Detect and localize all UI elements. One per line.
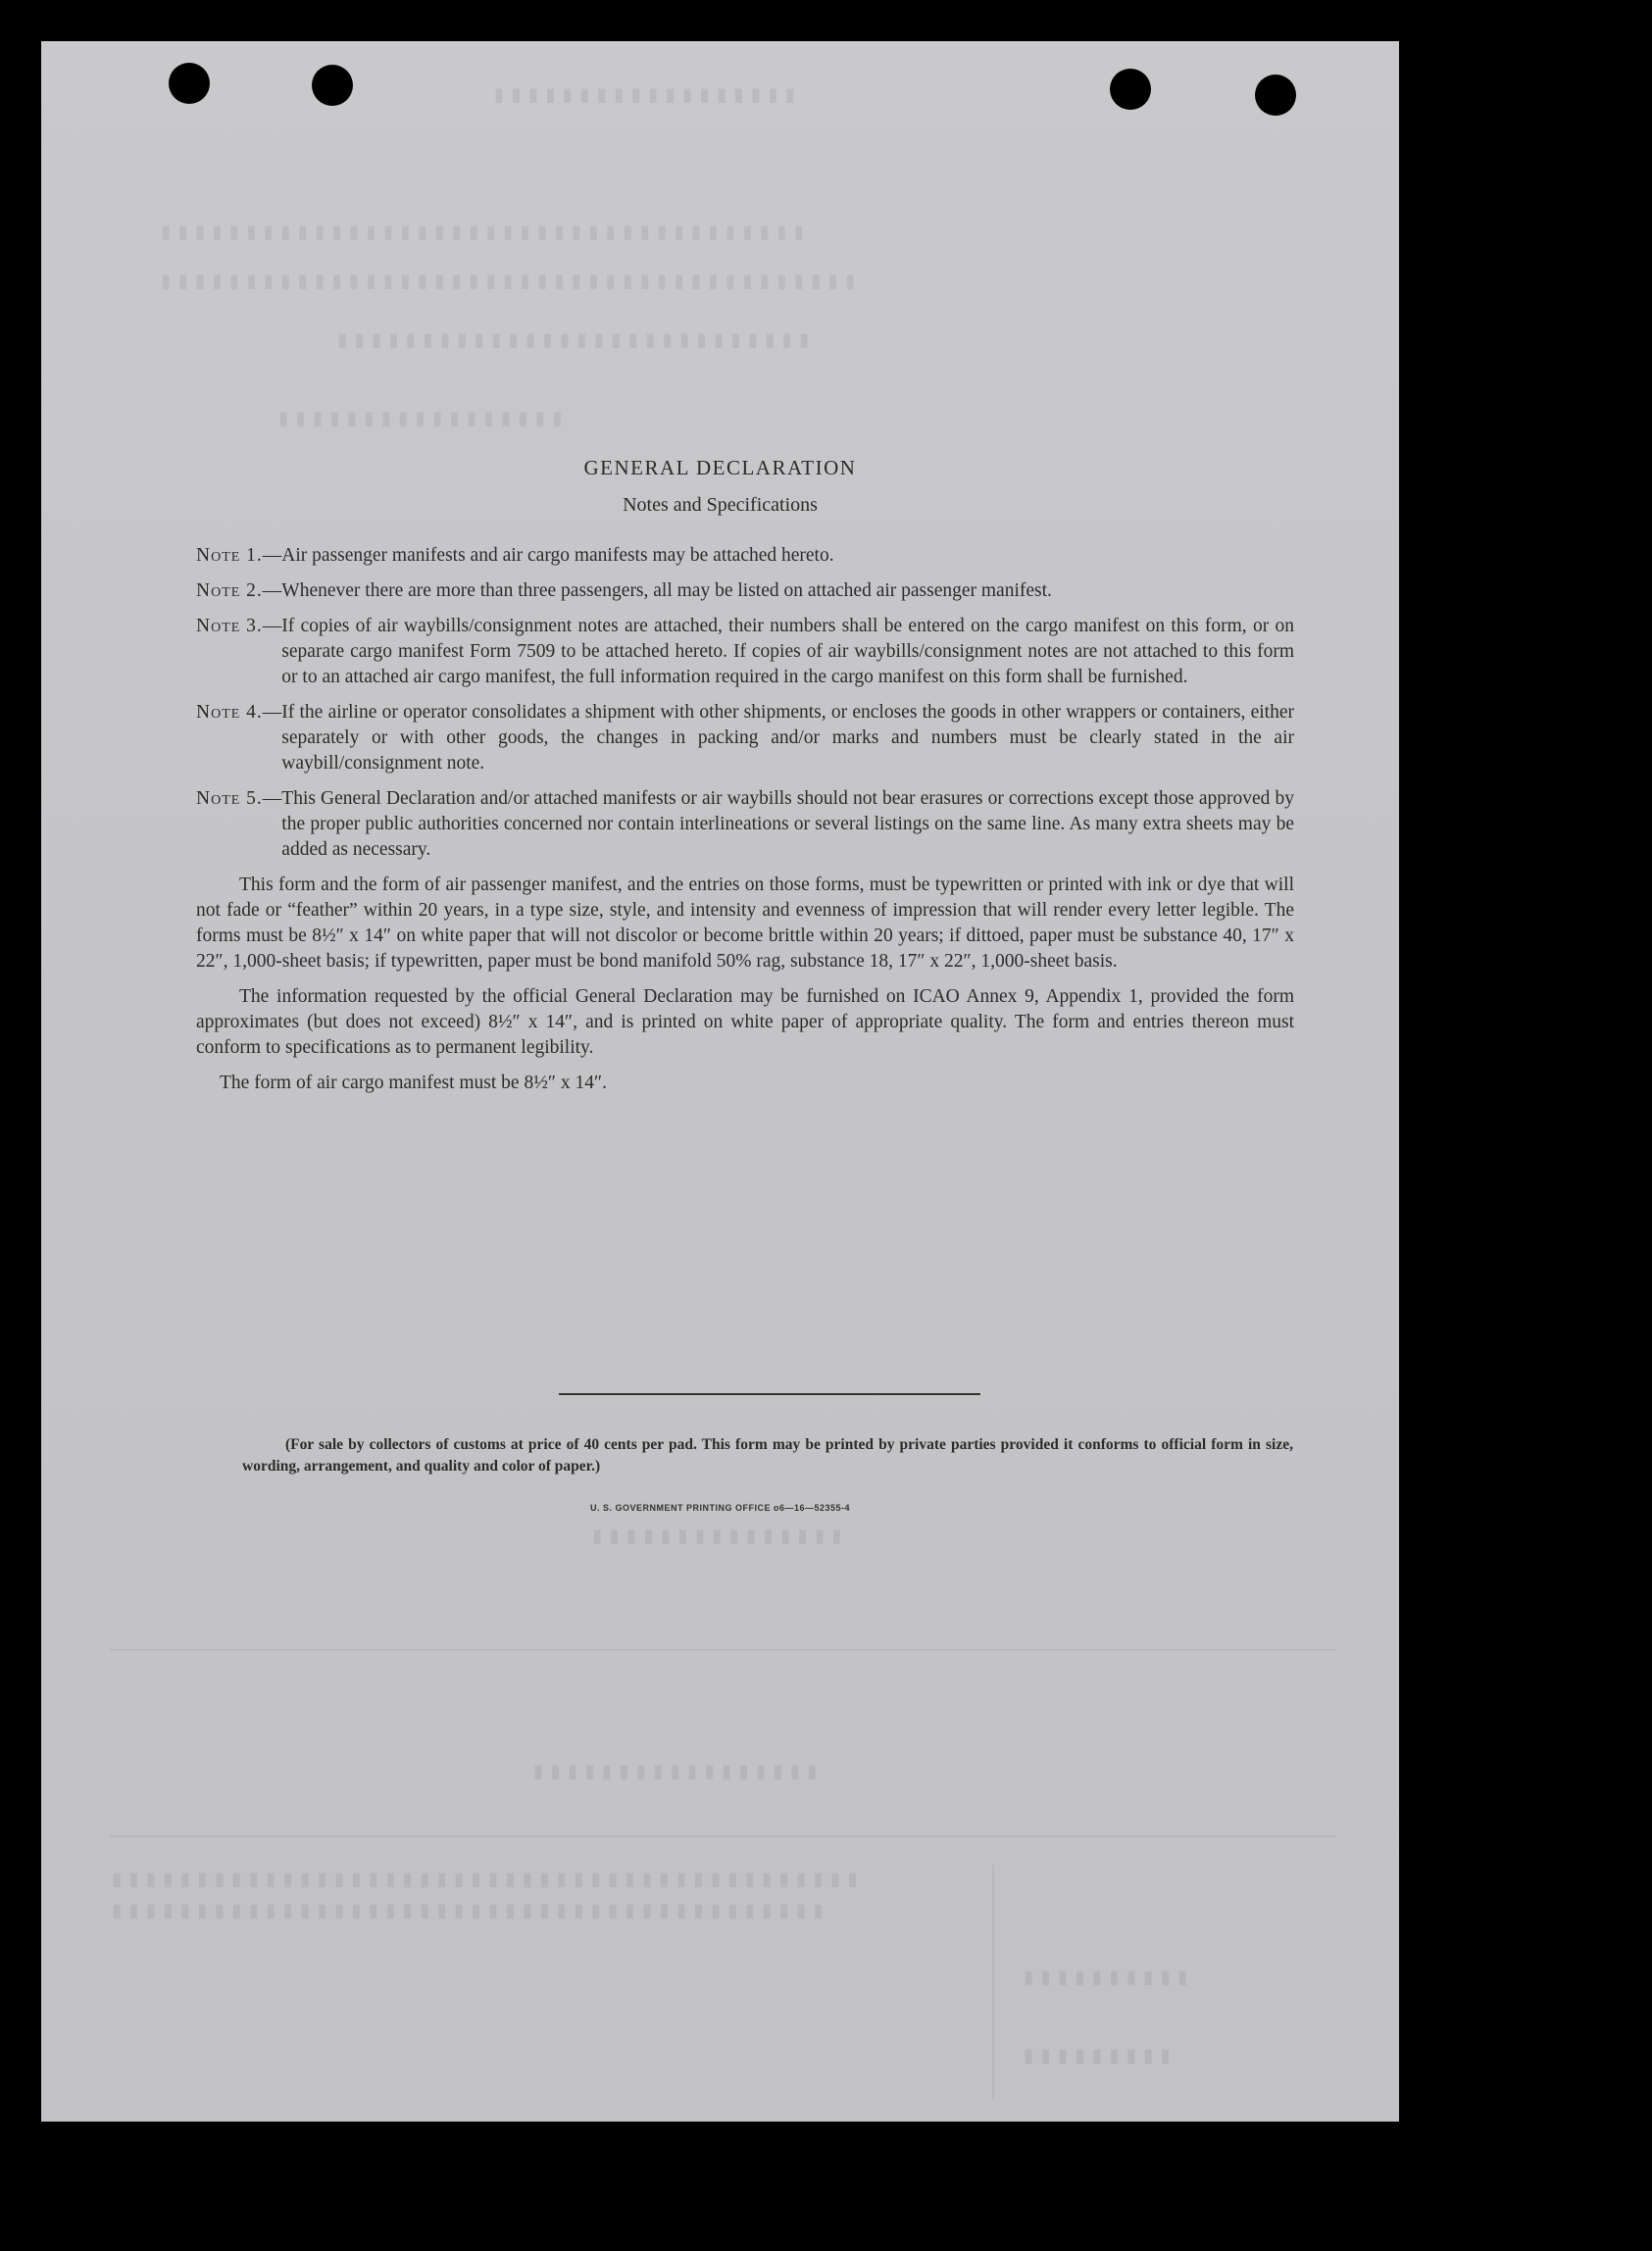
note-4: Note 4.— If the airline or operator consolidates a shipment with other shipments, or encloses the goods in other wrappers or containers, either separately or with other goods, the changes in packing and/or marks and numbers must be clearly stated in the air waybill/consignment note. [196,700,1294,776]
bleed-through-texture: ▮▮▮▮▮▮▮▮▮▮▮▮▮▮▮▮▮▮▮▮▮▮▮▮▮▮▮▮▮▮▮▮▮▮▮▮▮▮▮▮▮▮▮▮ [110,1868,863,1894]
note-3: Note 3.— If copies of air waybills/consignment notes are attached, their numbers shall be entered on the cargo manifest on this form, or on separate cargo manifest Form 7509 to be attached hereto. If copies of air waybills/consignment notes are not attached to this form or to an attached air cargo manifest, the full information required in the cargo manifest on this form shall be furnished. [196,614,1294,690]
divider-rule [559,1393,980,1395]
specification-paragraph: The form of air cargo manifest must be 8½″ x 14″. [220,1073,607,1093]
punch-hole [312,65,353,106]
bleed-through-texture: ▮▮▮▮▮▮▮▮▮▮▮▮▮▮▮▮▮▮ [492,83,801,110]
bleed-through-texture: ▮▮▮▮▮▮▮▮▮▮▮▮▮▮▮ [590,1525,847,1551]
bleed-through-rule [992,1865,994,2100]
bleed-through-rule [110,1649,1335,1651]
note-2: Note 2.— Whenever there are more than three passengers, all may be listed on attached air passenger manifest. [196,578,1294,604]
document-page [41,41,1399,2122]
note-text: Air passenger manifests and air cargo manifests may be attached hereto. [281,545,834,566]
notes-section [196,543,1294,1106]
note-text: Whenever there are more than three passengers, all may be listed on attached air passenger manifest. [281,580,1052,601]
bleed-through-texture: ▮▮▮▮▮▮▮▮▮ [1022,2044,1176,2071]
note-label: Note 2. [196,580,263,601]
note-label: Note 1. [196,545,263,566]
punch-hole [1110,69,1151,110]
page-subtitle: Notes and Specifications [623,494,818,516]
bleed-through-texture: ▮▮▮▮▮▮▮▮▮▮▮▮▮▮▮▮▮ [276,407,568,433]
page-title: GENERAL DECLARATION [583,456,857,479]
specification-paragraph: The information requested by the official General Declaration may be furnished on ICAO Annex 9, Appendix 1, provided the form approximates (but does not exceed) 8½″ x 14″, and is printed on white paper of appropriate quality. The form and entries thereon must conform to specifications as to permanent legibility. [196,986,1294,1058]
printer-imprint: U. S. GOVERNMENT PRINTING OFFICE o6—16—52355-4 [589,1503,851,1513]
bleed-through-texture: ▮▮▮▮▮▮▮▮▮▮▮▮▮▮▮▮▮▮▮▮▮▮▮▮▮▮▮▮▮▮▮▮▮▮▮▮▮▮▮▮▮▮ [110,1899,828,1926]
note-label: Note 4. [196,702,263,723]
bleed-through-texture: ▮▮▮▮▮▮▮▮▮▮▮▮▮▮▮▮▮▮▮▮▮▮▮▮▮▮▮▮▮▮▮▮▮▮▮▮▮▮▮▮▮ [159,270,861,296]
sale-note: (For sale by collectors of customs at price of 40 cents per pad. This form may be printed by private parties provided it conforms to official form in size, wording, arrangement, and quality and color of paper.) [242,1436,1293,1475]
bleed-through-texture: ▮▮▮▮▮▮▮▮▮▮▮▮▮▮▮▮▮▮▮▮▮▮▮▮▮▮▮▮▮▮▮▮▮▮▮▮▮▮ [159,221,810,247]
bleed-through-texture: ▮▮▮▮▮▮▮▮▮▮▮▮▮▮▮▮▮ [531,1760,823,1786]
specification-paragraph: This form and the form of air passenger manifest, and the entries on those forms, must be typewritten or printed with ink or dye that will not fade or “feather” within 20 years, in a type size, style, and intensity and evenness of impression that will render every letter legible. The forms must be 8½″ x 14″ on white paper that will not discolor or become brittle within 20 years; if dittoed, paper must be substance 40, 17″ x 22″, 1,000-sheet basis; if typewritten, paper must be bond manifold 50% rag, substance 18, 17″ x 22″, 1,000-sheet basis. [196,875,1294,972]
bleed-through-rule [110,1835,1335,1837]
note-1: Note 1.— Air passenger manifests and air cargo manifests may be attached hereto. [196,543,1294,569]
punch-hole [169,63,210,104]
note-label: Note 3. [196,616,263,636]
punch-hole [1255,75,1296,116]
bleed-through-texture: ▮▮▮▮▮▮▮▮▮▮ [1022,1966,1193,1992]
note-5: Note 5.— This General Declaration and/or attached manifests or air waybills should not bear erasures or corrections except those approved by the proper public authorities concerned nor contain interlineations or several listings on the same line. As many extra sheets may be added as necessary. [196,786,1294,863]
note-text: If the airline or operator consolidates a shipment with other shipments, or encloses the goods in other wrappers or containers, either separately or with other goods, the changes in packing and/or marks and numbers must be clearly stated in the air waybill/consignment note. [281,702,1294,774]
bleed-through-texture: ▮▮▮▮▮▮▮▮▮▮▮▮▮▮▮▮▮▮▮▮▮▮▮▮▮▮▮▮ [335,328,815,355]
note-text: This General Declaration and/or attached manifests or air waybills should not bear erasures or corrections except those approved by the proper public authorities concerned nor contain interlineations or several listings on the same line. As many extra sheets may be added as necessary. [281,788,1294,860]
note-label: Note 5. [196,788,263,809]
note-text: If copies of air waybills/consignment notes are attached, their numbers shall be entered on the cargo manifest on this form, or on separate cargo manifest Form 7509 to be attached hereto. If copies of air waybills/consignment notes are not attached to this form or to an attached air cargo manifest, the full information required in the cargo manifest on this form shall be furnished. [281,616,1294,687]
